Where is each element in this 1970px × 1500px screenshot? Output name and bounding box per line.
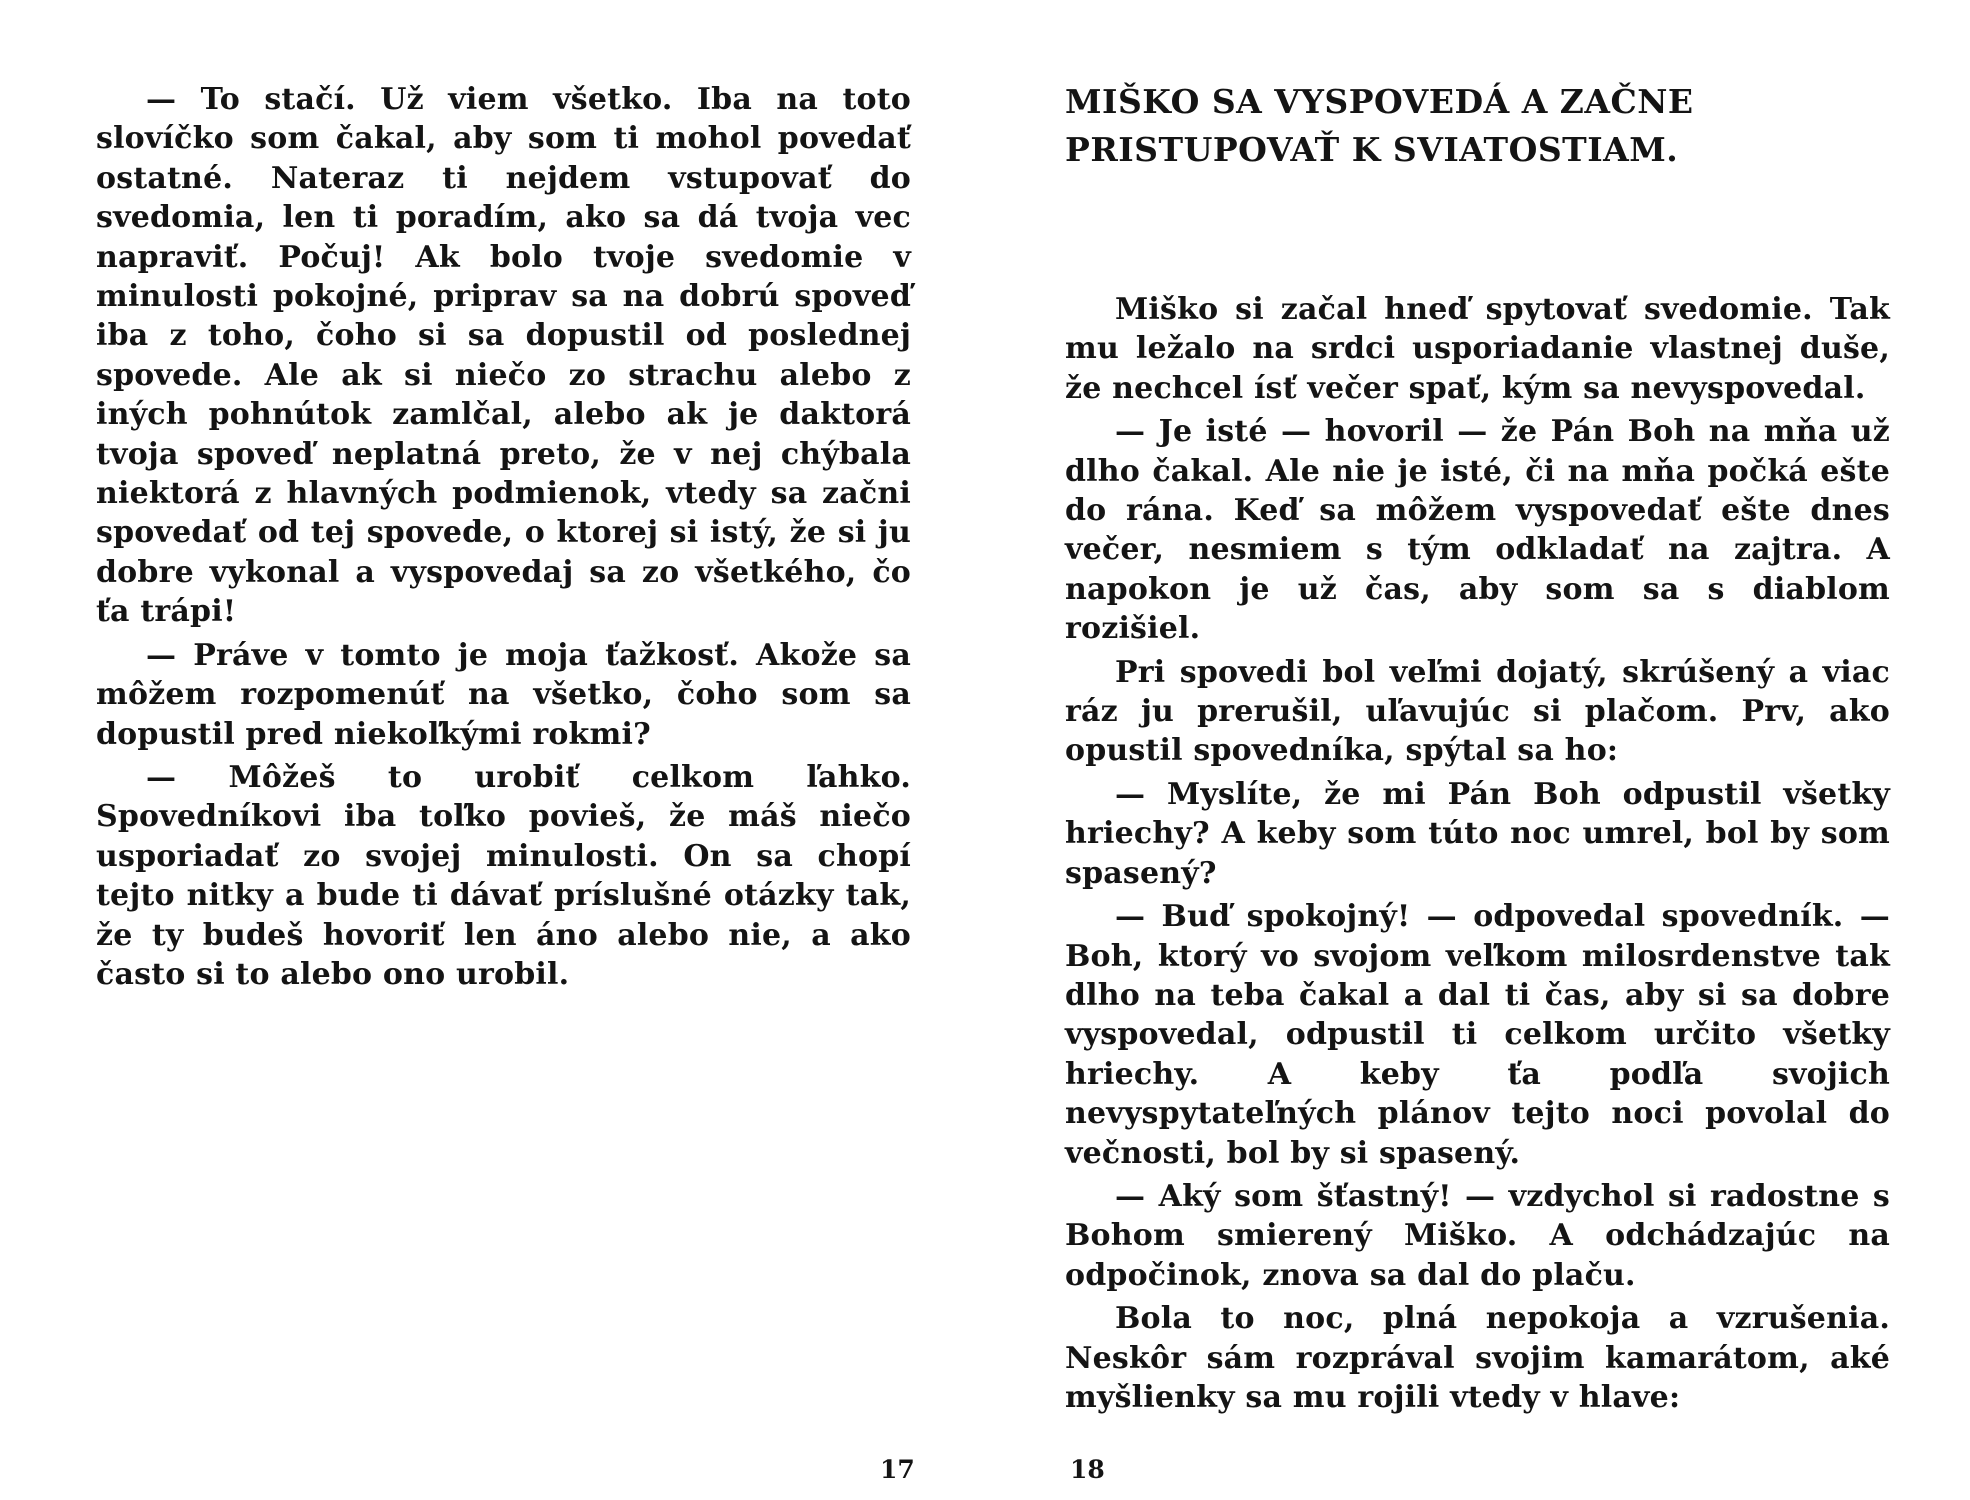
chapter-title: MIŠKO SA VYSPOVEDÁ A ZAČNE PRISTUPOVAŤ K SVIATOSTIAM.	[1065, 82, 1694, 169]
paragraph: — Môžeš to urobiť celkom ľahko. Spovedníkovi iba toľko povieš, že máš niečo usporiadať zo svojej minulosti. On sa chopí tejto nitky a bude ti dávať príslušné otázky tak, že ty budeš hovoriť len áno alebo nie, a ako často si to alebo ono urobil.	[96, 759, 911, 992]
right-page	[985, 0, 1970, 1500]
paragraph: Pri spovedi bol veľmi dojatý, skrúšený a viac ráz ju prerušil, uľavujúc si plačom. Prv, ako opustil spovedníka, spýtal sa ho:	[1065, 654, 1890, 769]
paragraph: — Je isté — hovoril — že Pán Boh na mňa už dlho čakal. Ale nie je isté, či na mňa počká ešte do rána. Keď sa môžem vyspovedať ešte dnes večer, nesmiem s tým odkladať na zajtra. A napokon je už čas, aby som sa s diablom rozišiel.	[1065, 414, 1890, 647]
paragraph: Miško si začal hneď spytovať svedomie. Tak mu ležalo na srdci usporiadanie vlastnej duše, že nechcel ísť večer spať, kým sa nevyspovedal.	[1065, 292, 1890, 406]
page-number: 17	[880, 1455, 915, 1484]
page-number: 18	[1070, 1455, 1105, 1484]
paragraph: — Buď spokojný! — odpovedal spovedník. — Boh, ktorý vo svojom veľkom milosrdenstve tak dlho na teba čakal a dal ti čas, aby si sa dobre vyspovedal, odpustil ti celkom určito všetky hriechy. A keby ťa podľa svojich nevyspytateľných plánov tejto noci povolal do večnosti, bol by si spasený.	[1065, 899, 1890, 1171]
left-page-text	[96, 80, 911, 994]
right-page-text	[1065, 290, 1890, 1417]
paragraph: Bola to noc, plná nepokoja a vzrušenia. Neskôr sám rozprával svojim kamarátom, aké myšlienky sa mu rojili vtedy v hlave:	[1065, 1301, 1890, 1415]
paragraph: — Práve v tomto je moja ťažkosť. Akože sa môžem rozpomenúť na všetko, čoho som sa dopustil pred niekoľkými rokmi?	[96, 637, 911, 752]
paragraph: — To stačí. Už viem všetko. Iba na toto slovíčko som čakal, aby som ti mohol povedať ostatné. Nateraz ti nejdem vstupovať do svedomia, len ti poradím, ako sa dá tvoja vec napraviť. Počuj! Ak bolo tvoje svedomie v minulosti pokojné, priprav sa na dobrú spoveď iba z toho, čoho si sa dopustil od poslednej spovede. Ale ak si niečo zo strachu alebo z iných pohnútok zamlčal, alebo ak je daktorá tvoja spoveď neplatná preto, že v nej chýbala niektorá z hlavných podmienok, vtedy sa začni spovedať od tej spovede, o ktorej si istý, že si ju dobre vykonal a vyspovedaj sa zo všetkého, čo ťa trápi!	[96, 82, 911, 630]
paragraph: — Myslíte, že mi Pán Boh odpustil všetky hriechy? A keby som túto noc umrel, bol by som spasený?	[1065, 776, 1890, 891]
paragraph: — Aký som šťastný! — vzdychol si radostne s Bohom smierený Miško. A odchádzajúc na odpočinok, znova sa dal do plaču.	[1065, 1178, 1890, 1293]
